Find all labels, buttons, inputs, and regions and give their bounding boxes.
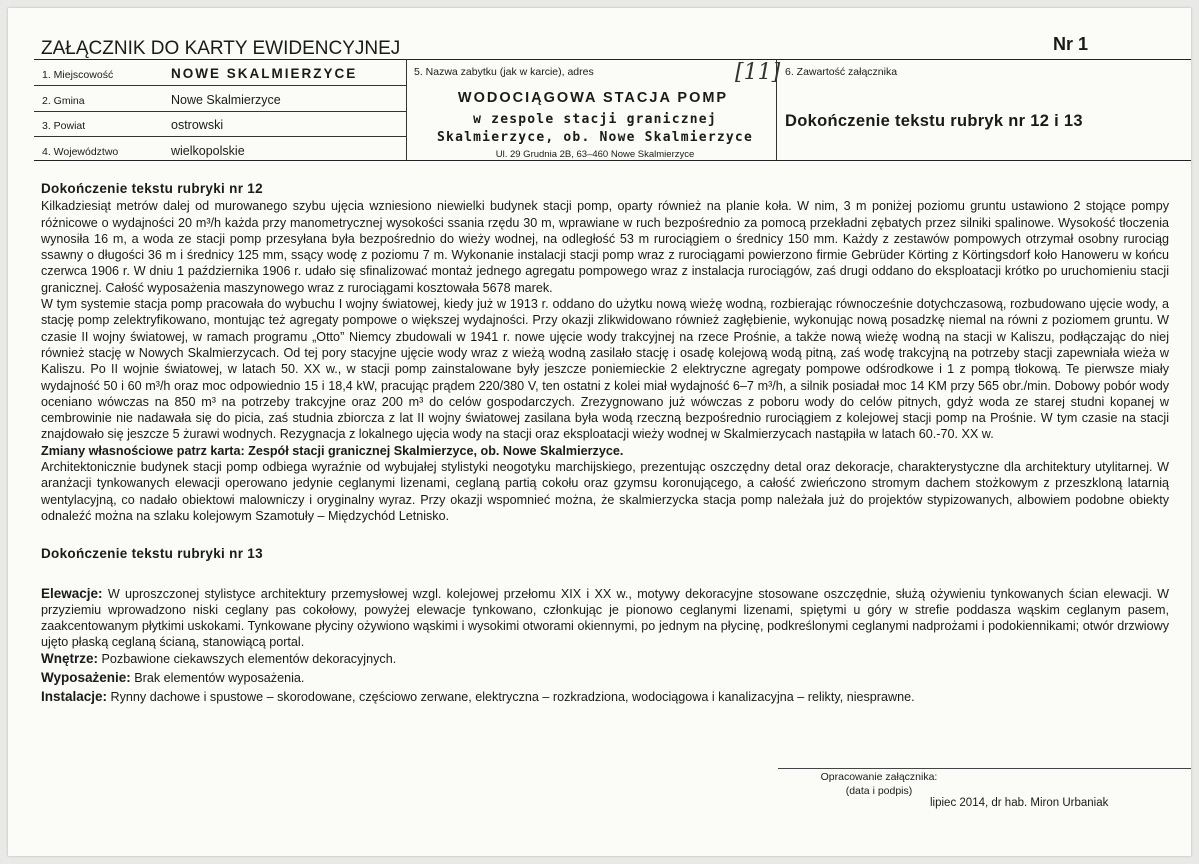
header-bottom-rule [34,160,1191,161]
attachment-content-title: Dokończenie tekstu rubryk nr 12 i 13 [785,112,1083,130]
handwritten-mark: [11] [735,60,781,85]
installations-text: Rynny dachowe i spustowe – skorodowane, częściowo zerwane, elektryczna – rozkradziona, wodociągowa i kanalizacyjna – relikty, niesprawne. [110,690,915,705]
field-value-voivodeship: wielkopolskie [171,144,245,158]
row-divider [34,85,406,86]
row-divider [34,111,406,112]
row-divider [34,136,406,137]
elevations-text: W uproszczonej stylistyce architektury przemysłowej wzgl. kolejowej przełomu XIX i XX w., motywy dekoracyjne stosowane oszczędnie, służą ożywieniu tynkowanych ścian elewacji. W przyziemiu wprowadzono niski ceglany pas cokołowy, powyżej elewacje tynkowano, członkując je pionowo ceglanymi lizenami, spiętymi u góry w strefie poddasza wąskim ceglanym pasem, zaakcentowanym płytkimi uskokami. Tynkowane płyciny ożywiono wąskimi i wysokimi otworami okiennymi, po jednym na płycinę, podkreślonymi ceglanymi nadprożami i podokiennikami; otwór drzwiowy ujęto płaską ceglaną ścianą, stanowiącą portal. [41,586,1170,650]
paragraph: Architektonicznie budynek stacji pomp odbiega wyraźnie od wybujałej stylistyki neogotyku marchijskiego, prezentując oszczędny detal oraz dekoracje, charakterystyczne dla architektury utylitarnej. W aranżacji tynkowanych elewacji operowano jedynie ceglanymi lizenami, ceglaną partią cokołu oraz gzymsu koronującego, a całość zwieńczono stromym dachem stożkowym z przeszkloną latarnią wentylacyjną, co nadało obiektowi malowniczy i oryginalny wyraz. Przy okazji wspomnieć można, że skalmierzycka stacja pomp należała już do projektów stypizowanych, albowiem podobne obiekty odnaleźć można na szlaku kolejowym Szamotuły – Międzychód Letnisko. [41,460,1169,523]
paragraph-equipment [41,670,1169,686]
monument-name: WODOCIĄGOWA STACJA POMP [457,90,729,106]
attachment-content-label: 6. Zawartość załącznika [785,66,898,78]
paragraph-elevations [41,586,1169,651]
attachment-sheet [8,8,1191,856]
monument-address: Ul. 29 Grudnia 2B, 63–460 Nowe Skalmierzyce [495,149,695,160]
paragraph-interior [41,651,1169,667]
equipment-text: Brak elementów wyposażenia. [134,671,305,686]
paragraph-installations [41,689,1169,705]
prepared-by-label: Opracowanie załącznika: (data i podpis) [820,771,938,797]
header-rule [34,59,1191,60]
field-value-commune: Nowe Skalmierzyce [171,93,281,107]
paragraph: Kilkadziesiąt metrów dalej od murowanego szybu ujęcia wzniesiono niewielki budynek stacji pomp, oparty również na planie koła. W nim, 3 m poniżej poziomu gruntu ustawiono 2 stojące pompy różnicowe o wydajności 20 m³/h każda przy manometrycznej wysokości ssania rzędu 30 m, wprawiane w ruch bezpośrednio za pomocą przekładni zębatych przez silniki spalinowe. Wysokość tłoczenia wynosiła 16 m, a woda ze stacji pomp przesyłana była bezpośrednio do wieży wodnej, na odległość 53 m rurociągiem o średnicy 150 mm. Każdy z zestawów pompowych otrzymał osobny rurociąg ssawny o długości 36 m i średnicy 125 mm, ssący wodę z poziomu 7 m. Wykonanie instalacji stacji pomp wraz z rurociągami powierzono firmie Gebrüder Körting z Körtingsdorf koło Hanoweru w końcu czerwca 1906 r. W dniu 1 października 1906 r. udało się sfinalizować montaż jednego agregatu pompowego wraz z instalacja rurociągów, zaś drugi oddano do eksploatacji krótko po uruchomieniu stacji granicznej. Całość wyposażenia maszynowego wraz z rurociągami kosztowała 5678 marek. [41,199,1169,295]
field-label-locality: 1. Miejscowość [42,69,114,81]
paragraph: W tym systemie stacja pomp pracowała do wybuchu I wojny światowej, kiedy już w 1913 r. oddano do użytku nową wieżę wodną, rozbierając równocześnie dotychczasową, rozbudowano ujęcie wody, a stację pomp zelektryfikowano, montując też agregaty pompowe o większej wydajności. Przy okazji zlikwidowano również zagłębienie, wykonując nową posadzkę niemal na równi z poziomem gruntu. W czasie II wojny światowej, w ramach programu „Otto” Niemcy zbudowali w 1941 r. nowe ujęcie wody trakcyjnej na rzece Prośnie, a także nową wieżę wodną na stacji w Kaliszu, podłączając do niej również stację w Nowych Skalmierzycach. Od tej pory stacyjne ujęcie wody wraz z wieżą wodną zasilało stację i osadę kolejową wodą pitną, zaś wodę trakcyjną na potrzeby stacji zapewniała wieża w Kaliszu. Po II wojnie światowej, w latach 50. XX w., w stacji pomp zainstalowane były jeszcze poniemieckie 2 elektryczne agregaty pompowe odśrodkowe i 1 z pompą tłokową. Te pierwsze miały wydajność 50 i 60 m³/h oraz moc odpowiednio 15 i 18,4 kW, pracując prądem 220/380 V, ten ostatni z kolei miał wydajność 6–7 m³/h, a silnik posiadał moc 14 KM przy 565 obr./min. Dobowy pobór wody oceniano wówczas na 850 m³ na potrzeby trakcyjne oraz 200 m³ do celów gospodarczych. Zrezygnowano już wówczas z poboru wody do celów pitnych, gdyż woda ze starej studni kopanej w cembrowinie nie nadawała się do picia, zaś studnia zbiorcza z lat II wojny światowej zasilana była wodą rzeczną bezpośrednio rurociągiem z kolejowej stacji pomp na Prośnie. W tym czasie na stacji znajdowało się jeszcze 5 żurawi wodnych. Rezygnacja z lokalnego ujęcia wody na stacji oraz eksploatacji wieży wodnej w Skalmierzycach nastąpiła w latach 60.-70. XX w. [41,297,1169,442]
sheet-number: Nr 1 [1053,34,1089,54]
monument-place: Skalmierzyce, ob. Nowe Skalmierzyce [437,130,753,145]
monument-name-label: 5. Nazwa zabytku (jak w karcie), adres [414,66,594,78]
section-heading-13: Dokończenie tekstu rubryki nr 13 [41,546,263,562]
field-label-district: 3. Powiat [42,120,86,132]
ownership-note: Zmiany własnościowe patrz karta: Zespół stacji granicznej Skalmierzyce, ob. Nowe Skalmierzyce. [41,443,624,458]
interior-label: Wnętrze: [41,650,98,666]
equipment-label: Wyposażenie: [41,670,131,686]
section-heading-12: Dokończenie tekstu rubryki nr 12 [41,181,263,196]
field-label-commune: 2. Gmina [42,95,85,107]
field-value-locality: NOWE SKALMIERZYCE [171,66,358,81]
monument-context: w zespole stacji granicznej [473,112,717,127]
column-divider [406,59,407,160]
interior-text: Pozbawione ciekawszych elementów dekoracyjnych. [101,651,397,666]
installations-label: Instalacje: [41,689,108,705]
footer-rule [778,768,1191,769]
field-label-voivodeship: 4. Województwo [42,146,119,158]
elevations-label: Elewacje: [41,585,103,601]
field-value-district: ostrowski [171,118,224,132]
body-text [41,181,1169,706]
author-and-date: lipiec 2014, dr hab. Miron Urbaniak [930,797,1109,809]
document-title: ZAŁĄCZNIK DO KARTY EWIDENCYJNEJ [41,38,401,59]
